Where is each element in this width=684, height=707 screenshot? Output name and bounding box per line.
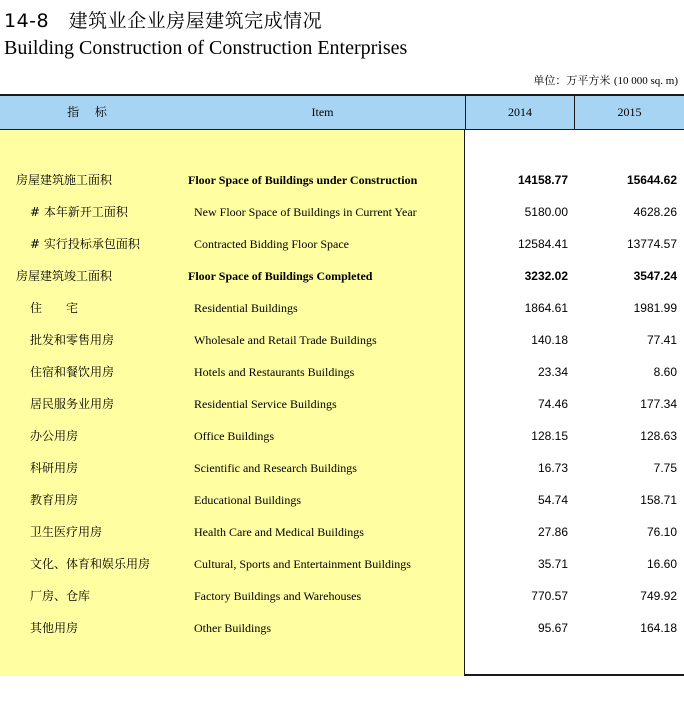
table-row: [0, 552, 684, 576]
table-title-english: Building Construction of Construction Enterprises: [4, 37, 408, 59]
header-item: Item: [311, 105, 334, 119]
row-label-english: Floor Space of Buildings Completed: [188, 269, 373, 283]
table-row: [0, 488, 684, 512]
row-label-chinese: 住 宅: [30, 301, 79, 315]
value-2015: 13774.57: [626, 237, 677, 251]
value-2015: 158.71: [640, 493, 677, 507]
row-label-chinese: 其他用房: [30, 621, 79, 635]
header-indicator: 指 标: [67, 105, 113, 119]
row-label-english: Scientific and Research Buildings: [194, 461, 357, 475]
value-2014: 3232.02: [524, 269, 568, 283]
row-label-chinese: 厂房、仓库: [30, 589, 91, 603]
value-2015: 177.34: [640, 397, 677, 411]
unit-label-chinese: 单位：万平方米: [533, 74, 611, 87]
row-label-chinese: 文化、体育和娱乐用房: [30, 557, 151, 571]
value-2014: 12584.41: [517, 237, 568, 251]
row-label-english: Office Buildings: [194, 429, 275, 443]
table-row: [0, 392, 684, 416]
value-2015: 16.60: [646, 557, 677, 571]
value-2014: 14158.77: [517, 173, 568, 187]
row-label-english: Educational Buildings: [194, 493, 301, 507]
row-label-english: Contracted Bidding Floor Space: [194, 237, 349, 251]
value-2014: 770.57: [531, 589, 568, 603]
value-2015: 15644.62: [626, 173, 677, 187]
value-2015: 3547.24: [633, 269, 677, 283]
value-2015: 8.60: [653, 365, 677, 379]
row-label-chinese: 房屋建筑竣工面积: [16, 269, 113, 283]
value-2014: 35.71: [537, 557, 568, 571]
table-row: [0, 424, 684, 448]
value-2015: 7.75: [653, 461, 677, 475]
table-header: [0, 96, 684, 130]
row-label-english: Health Care and Medical Buildings: [194, 525, 364, 539]
row-label-chinese: # 实行投标承包面积: [30, 237, 140, 251]
table-row: [0, 328, 684, 352]
row-label-english: Residential Service Buildings: [194, 397, 337, 411]
table-row: [0, 456, 684, 480]
table-row: [0, 296, 684, 320]
value-2015: 77.41: [646, 333, 677, 347]
unit-note: [533, 72, 678, 88]
unit-label-english: (10 000 sq. m): [613, 75, 678, 87]
row-label-english: Cultural, Sports and Entertainment Buildings: [194, 557, 411, 571]
row-label-english: Residential Buildings: [194, 301, 298, 315]
header-year-2015: 2015: [574, 96, 684, 129]
row-label-chinese: 办公用房: [30, 429, 79, 443]
row-label-chinese: 房屋建筑施工面积: [16, 173, 113, 187]
row-label-chinese: 批发和零售用房: [30, 333, 115, 347]
row-label-english: Wholesale and Retail Trade Buildings: [194, 333, 377, 347]
value-2014: 95.67: [537, 621, 568, 635]
table-row: [0, 360, 684, 384]
value-2014: 1864.61: [524, 301, 568, 315]
table-row: [0, 264, 684, 288]
row-label-chinese: 科研用房: [30, 461, 79, 475]
row-label-english: Hotels and Restaurants Buildings: [194, 365, 355, 379]
value-2015: 749.92: [640, 589, 677, 603]
value-2015: 128.63: [640, 429, 677, 443]
table-row: [0, 200, 684, 224]
data-table: [0, 94, 684, 676]
table-row: [0, 584, 684, 608]
value-2014: 23.34: [537, 365, 568, 379]
row-label-chinese: 住宿和餐饮用房: [30, 365, 115, 379]
value-2014: 54.74: [537, 493, 568, 507]
table-row: [0, 520, 684, 544]
value-2015: 4628.26: [633, 205, 677, 219]
value-2014: 140.18: [531, 333, 568, 347]
row-label-english: Factory Buildings and Warehouses: [194, 589, 362, 603]
row-label-chinese: 教育用房: [30, 493, 79, 507]
header-year-2014: 2014: [465, 96, 574, 129]
table-row: [0, 232, 684, 256]
value-2015: 1981.99: [633, 301, 677, 315]
row-label-english: Floor Space of Buildings under Construction: [188, 173, 418, 187]
value-2014: 74.46: [537, 397, 568, 411]
table-title-chinese: 14-8 建筑业企业房屋建筑完成情况: [4, 10, 323, 32]
row-label-chinese: # 本年新开工面积: [30, 205, 128, 219]
value-2014: 27.86: [537, 525, 568, 539]
value-2014: 5180.00: [524, 205, 568, 219]
row-label-english: New Floor Space of Buildings in Current Year: [194, 205, 417, 219]
row-label-chinese: 卫生医疗用房: [30, 525, 103, 539]
table-row: [0, 168, 684, 192]
row-label-chinese: 居民服务业用房: [30, 397, 115, 411]
value-2015: 76.10: [646, 525, 677, 539]
value-2014: 128.15: [531, 429, 568, 443]
value-2015: 164.18: [640, 621, 677, 635]
table-row: [0, 616, 684, 640]
value-2014: 16.73: [537, 461, 568, 475]
row-label-english: Other Buildings: [194, 621, 271, 635]
